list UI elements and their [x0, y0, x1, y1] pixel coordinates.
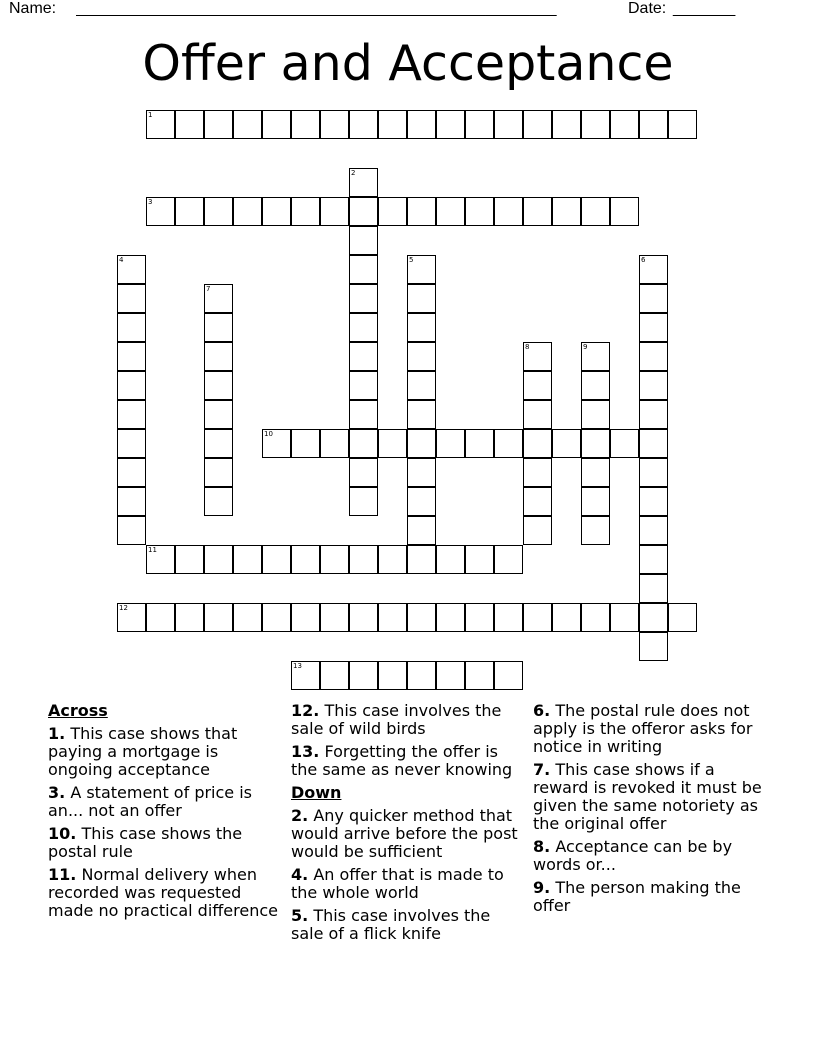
- grid-cell[interactable]: [407, 603, 436, 632]
- grid-cell[interactable]: [117, 284, 146, 313]
- grid-cell[interactable]: [349, 226, 378, 255]
- grid-cell[interactable]: [204, 400, 233, 429]
- grid-cell[interactable]: [204, 545, 233, 574]
- clue-number: 13.: [291, 742, 320, 761]
- grid-cell[interactable]: [610, 429, 639, 458]
- clue-text: An offer that is made to the whole world: [291, 865, 504, 902]
- grid-cell[interactable]: [668, 603, 697, 632]
- clue-text: Acceptance can be by words or...: [533, 837, 733, 874]
- clue-text: A statement of price is an... not an offer: [48, 783, 252, 820]
- grid-cell[interactable]: [204, 110, 233, 139]
- cell-number: 2: [351, 169, 356, 177]
- clue-number: 6.: [533, 701, 551, 720]
- grid-cell[interactable]: [407, 429, 436, 458]
- grid-cell[interactable]: [378, 545, 407, 574]
- grid-cell[interactable]: [639, 458, 668, 487]
- grid-cell[interactable]: [233, 110, 262, 139]
- grid-cell[interactable]: [639, 110, 668, 139]
- clue-number: 2.: [291, 806, 309, 825]
- grid-cell[interactable]: [349, 284, 378, 313]
- grid-cell[interactable]: [117, 342, 146, 371]
- clue-down-5: [291, 907, 523, 943]
- cell-number: 3: [148, 198, 153, 206]
- grid-cell[interactable]: [436, 197, 465, 226]
- grid-cell[interactable]: [639, 313, 668, 342]
- cell-number: 1: [148, 111, 153, 119]
- grid-cell[interactable]: [117, 603, 146, 632]
- grid-cell[interactable]: [465, 603, 494, 632]
- grid-cell[interactable]: [552, 603, 581, 632]
- grid-cell[interactable]: [465, 197, 494, 226]
- grid-cell[interactable]: [378, 429, 407, 458]
- grid-cell[interactable]: [494, 603, 523, 632]
- grid-cell[interactable]: [436, 110, 465, 139]
- grid-cell[interactable]: [407, 516, 436, 545]
- grid-cell[interactable]: [407, 110, 436, 139]
- clue-down-8: [533, 838, 765, 874]
- grid-cell[interactable]: [349, 429, 378, 458]
- grid-cell[interactable]: [117, 371, 146, 400]
- grid-cell[interactable]: [349, 661, 378, 690]
- grid-cell[interactable]: [494, 661, 523, 690]
- grid-cell[interactable]: [291, 429, 320, 458]
- grid-cell[interactable]: [204, 603, 233, 632]
- grid-cell[interactable]: [465, 545, 494, 574]
- grid-cell[interactable]: [610, 197, 639, 226]
- grid-cell[interactable]: [668, 110, 697, 139]
- clue-across-1: [48, 725, 280, 779]
- clue-text: This case shows that paying a mortgage is ongoing acceptance: [48, 724, 238, 779]
- grid-cell[interactable]: [320, 545, 349, 574]
- cell-number: 4: [119, 256, 124, 264]
- grid-cell[interactable]: [204, 313, 233, 342]
- clue-number: 5.: [291, 906, 309, 925]
- grid-cell[interactable]: [378, 110, 407, 139]
- cell-number: 11: [148, 546, 157, 554]
- grid-cell[interactable]: [262, 110, 291, 139]
- grid-cell[interactable]: [204, 458, 233, 487]
- grid-cell[interactable]: [523, 603, 552, 632]
- grid-cell[interactable]: [262, 197, 291, 226]
- grid-cell[interactable]: [117, 487, 146, 516]
- grid-cell[interactable]: [262, 545, 291, 574]
- grid-cell[interactable]: [320, 197, 349, 226]
- grid-cell[interactable]: [291, 545, 320, 574]
- grid-cell[interactable]: [175, 197, 204, 226]
- grid-cell[interactable]: [291, 110, 320, 139]
- grid-cell[interactable]: [523, 429, 552, 458]
- grid-cell[interactable]: [117, 458, 146, 487]
- grid-cell[interactable]: [146, 545, 175, 574]
- grid-cell[interactable]: [581, 458, 610, 487]
- grid-cell[interactable]: [233, 545, 262, 574]
- grid-cell[interactable]: [146, 603, 175, 632]
- grid-cell[interactable]: [204, 487, 233, 516]
- grid-cell[interactable]: [349, 458, 378, 487]
- clue-text: The person making the offer: [533, 878, 741, 915]
- cell-number: 12: [119, 604, 128, 612]
- grid-cell[interactable]: [407, 661, 436, 690]
- cell-number: 8: [525, 343, 530, 351]
- grid-cell[interactable]: [465, 661, 494, 690]
- clue-text: Normal delivery when recorded was requested made no practical difference: [48, 865, 278, 920]
- clue-text: Any quicker method that would arrive before the post would be sufficient: [291, 806, 518, 861]
- clue-column-2: [291, 702, 523, 948]
- grid-cell[interactable]: [117, 255, 146, 284]
- grid-cell[interactable]: [378, 661, 407, 690]
- clue-down-2: [291, 807, 523, 861]
- clue-number: 12.: [291, 701, 320, 720]
- clue-down-7: [533, 761, 765, 833]
- clue-text: Forgetting the offer is the same as never knowing: [291, 742, 513, 779]
- clue-number: 3.: [48, 783, 66, 802]
- grid-cell[interactable]: [262, 603, 291, 632]
- down-heading: Down: [291, 783, 342, 802]
- grid-cell[interactable]: [407, 400, 436, 429]
- grid-cell[interactable]: [523, 197, 552, 226]
- grid-cell[interactable]: [349, 487, 378, 516]
- grid-cell[interactable]: [407, 284, 436, 313]
- clue-text: This case involves the sale of wild birds: [291, 701, 502, 738]
- grid-cell[interactable]: [639, 429, 668, 458]
- grid-cell[interactable]: [639, 284, 668, 313]
- clue-number: 7.: [533, 760, 551, 779]
- grid-cell[interactable]: [639, 255, 668, 284]
- cell-number: 13: [293, 662, 302, 670]
- grid-cell[interactable]: [233, 603, 262, 632]
- grid-cell[interactable]: [552, 429, 581, 458]
- grid-cell[interactable]: [320, 661, 349, 690]
- grid-cell[interactable]: [581, 487, 610, 516]
- grid-cell[interactable]: [407, 313, 436, 342]
- grid-cell[interactable]: [349, 545, 378, 574]
- grid-cell[interactable]: [204, 342, 233, 371]
- clue-across-10: [48, 825, 280, 861]
- grid-cell[interactable]: [552, 197, 581, 226]
- grid-cell[interactable]: [117, 429, 146, 458]
- grid-cell[interactable]: [320, 603, 349, 632]
- grid-cell[interactable]: [639, 371, 668, 400]
- clue-number: 1.: [48, 724, 66, 743]
- grid-cell[interactable]: [523, 371, 552, 400]
- grid-cell[interactable]: [320, 429, 349, 458]
- grid-cell[interactable]: [349, 197, 378, 226]
- grid-cell[interactable]: [523, 487, 552, 516]
- grid-cell[interactable]: [146, 197, 175, 226]
- date-label: Date:: [628, 0, 667, 17]
- cell-number: 9: [583, 343, 588, 351]
- clue-across-3: [48, 784, 280, 820]
- grid-cell[interactable]: [639, 574, 668, 603]
- clue-number: 9.: [533, 878, 551, 897]
- grid-cell[interactable]: [407, 371, 436, 400]
- grid-cell[interactable]: [639, 342, 668, 371]
- clue-text: This case shows if a reward is revoked it must be given the same notoriety as the original offer: [533, 760, 762, 833]
- grid-cell[interactable]: [407, 342, 436, 371]
- grid-cell[interactable]: [639, 632, 668, 661]
- clue-column-3: [533, 702, 765, 920]
- grid-cell[interactable]: [349, 255, 378, 284]
- grid-cell[interactable]: [581, 110, 610, 139]
- grid-cell[interactable]: [378, 197, 407, 226]
- clue-text: This case involves the sale of a flick knife: [291, 906, 491, 943]
- grid-cell[interactable]: [494, 429, 523, 458]
- cell-number: 10: [264, 430, 273, 438]
- grid-cell[interactable]: [291, 603, 320, 632]
- clue-text: The postal rule does not apply is the offeror asks for notice in writing: [533, 701, 753, 756]
- grid-cell[interactable]: [581, 197, 610, 226]
- grid-cell[interactable]: [639, 487, 668, 516]
- date-line[interactable]: _______: [673, 0, 736, 17]
- cell-number: 5: [409, 256, 414, 264]
- across-heading: Across: [48, 701, 108, 720]
- grid-cell[interactable]: [523, 516, 552, 545]
- clue-across-12: [291, 702, 523, 738]
- grid-cell[interactable]: [581, 342, 610, 371]
- grid-cell[interactable]: [407, 255, 436, 284]
- grid-cell[interactable]: [436, 661, 465, 690]
- grid-cell[interactable]: [494, 197, 523, 226]
- grid-cell[interactable]: [436, 429, 465, 458]
- grid-cell[interactable]: [117, 313, 146, 342]
- clue-text: This case shows the postal rule: [48, 824, 243, 861]
- grid-cell[interactable]: [581, 603, 610, 632]
- clue-across-11: [48, 866, 280, 920]
- grid-cell[interactable]: [407, 545, 436, 574]
- clue-down-4: [291, 866, 523, 902]
- grid-cell[interactable]: [581, 371, 610, 400]
- grid-cell[interactable]: [552, 110, 581, 139]
- grid-cell[interactable]: [523, 400, 552, 429]
- grid-cell[interactable]: [175, 110, 204, 139]
- grid-cell[interactable]: [175, 545, 204, 574]
- grid-cell[interactable]: [291, 197, 320, 226]
- grid-cell[interactable]: [494, 110, 523, 139]
- clue-number: 8.: [533, 837, 551, 856]
- grid-cell[interactable]: [349, 342, 378, 371]
- clue-number: 10.: [48, 824, 77, 843]
- grid-cell[interactable]: [523, 458, 552, 487]
- grid-cell[interactable]: [349, 168, 378, 197]
- cell-number: 6: [641, 256, 646, 264]
- grid-cell[interactable]: [262, 429, 291, 458]
- grid-cell[interactable]: [436, 545, 465, 574]
- grid-cell[interactable]: [349, 313, 378, 342]
- grid-cell[interactable]: [639, 603, 668, 632]
- grid-cell[interactable]: [465, 429, 494, 458]
- grid-cell[interactable]: [436, 603, 465, 632]
- grid-cell[interactable]: [204, 197, 233, 226]
- grid-cell[interactable]: [581, 516, 610, 545]
- grid-cell[interactable]: [175, 603, 204, 632]
- grid-cell[interactable]: [407, 487, 436, 516]
- clue-number: 4.: [291, 865, 309, 884]
- grid-cell[interactable]: [407, 458, 436, 487]
- page-title: Offer and Acceptance: [142, 35, 674, 92]
- name-label: Name:: [9, 0, 57, 17]
- grid-cell[interactable]: [204, 429, 233, 458]
- grid-cell[interactable]: [117, 516, 146, 545]
- grid-cell[interactable]: [349, 110, 378, 139]
- name-line[interactable]: ______________________________________________________: [76, 0, 557, 17]
- grid-cell[interactable]: [494, 545, 523, 574]
- grid-cell[interactable]: [320, 110, 349, 139]
- grid-cell[interactable]: [378, 603, 407, 632]
- grid-cell[interactable]: [146, 110, 175, 139]
- grid-cell[interactable]: [407, 197, 436, 226]
- grid-cell[interactable]: [581, 400, 610, 429]
- clue-number: 11.: [48, 865, 77, 884]
- clue-down-9: [533, 879, 765, 915]
- grid-cell[interactable]: [639, 516, 668, 545]
- grid-cell[interactable]: [523, 342, 552, 371]
- grid-cell[interactable]: [117, 400, 146, 429]
- cell-number: 7: [206, 285, 211, 293]
- grid-cell[interactable]: [349, 603, 378, 632]
- grid-cell[interactable]: [204, 284, 233, 313]
- clue-column-1: [48, 702, 280, 925]
- grid-cell[interactable]: [639, 545, 668, 574]
- clue-across-13: [291, 743, 523, 779]
- grid-cell[interactable]: [639, 400, 668, 429]
- grid-cell[interactable]: [581, 429, 610, 458]
- grid-cell[interactable]: [465, 110, 494, 139]
- grid-cell[interactable]: [610, 110, 639, 139]
- grid-cell[interactable]: [523, 110, 552, 139]
- clue-down-6: [533, 702, 765, 756]
- grid-cell[interactable]: [233, 197, 262, 226]
- grid-cell[interactable]: [204, 371, 233, 400]
- grid-cell[interactable]: [291, 661, 320, 690]
- grid-cell[interactable]: [349, 400, 378, 429]
- grid-cell[interactable]: [610, 603, 639, 632]
- grid-cell[interactable]: [349, 371, 378, 400]
